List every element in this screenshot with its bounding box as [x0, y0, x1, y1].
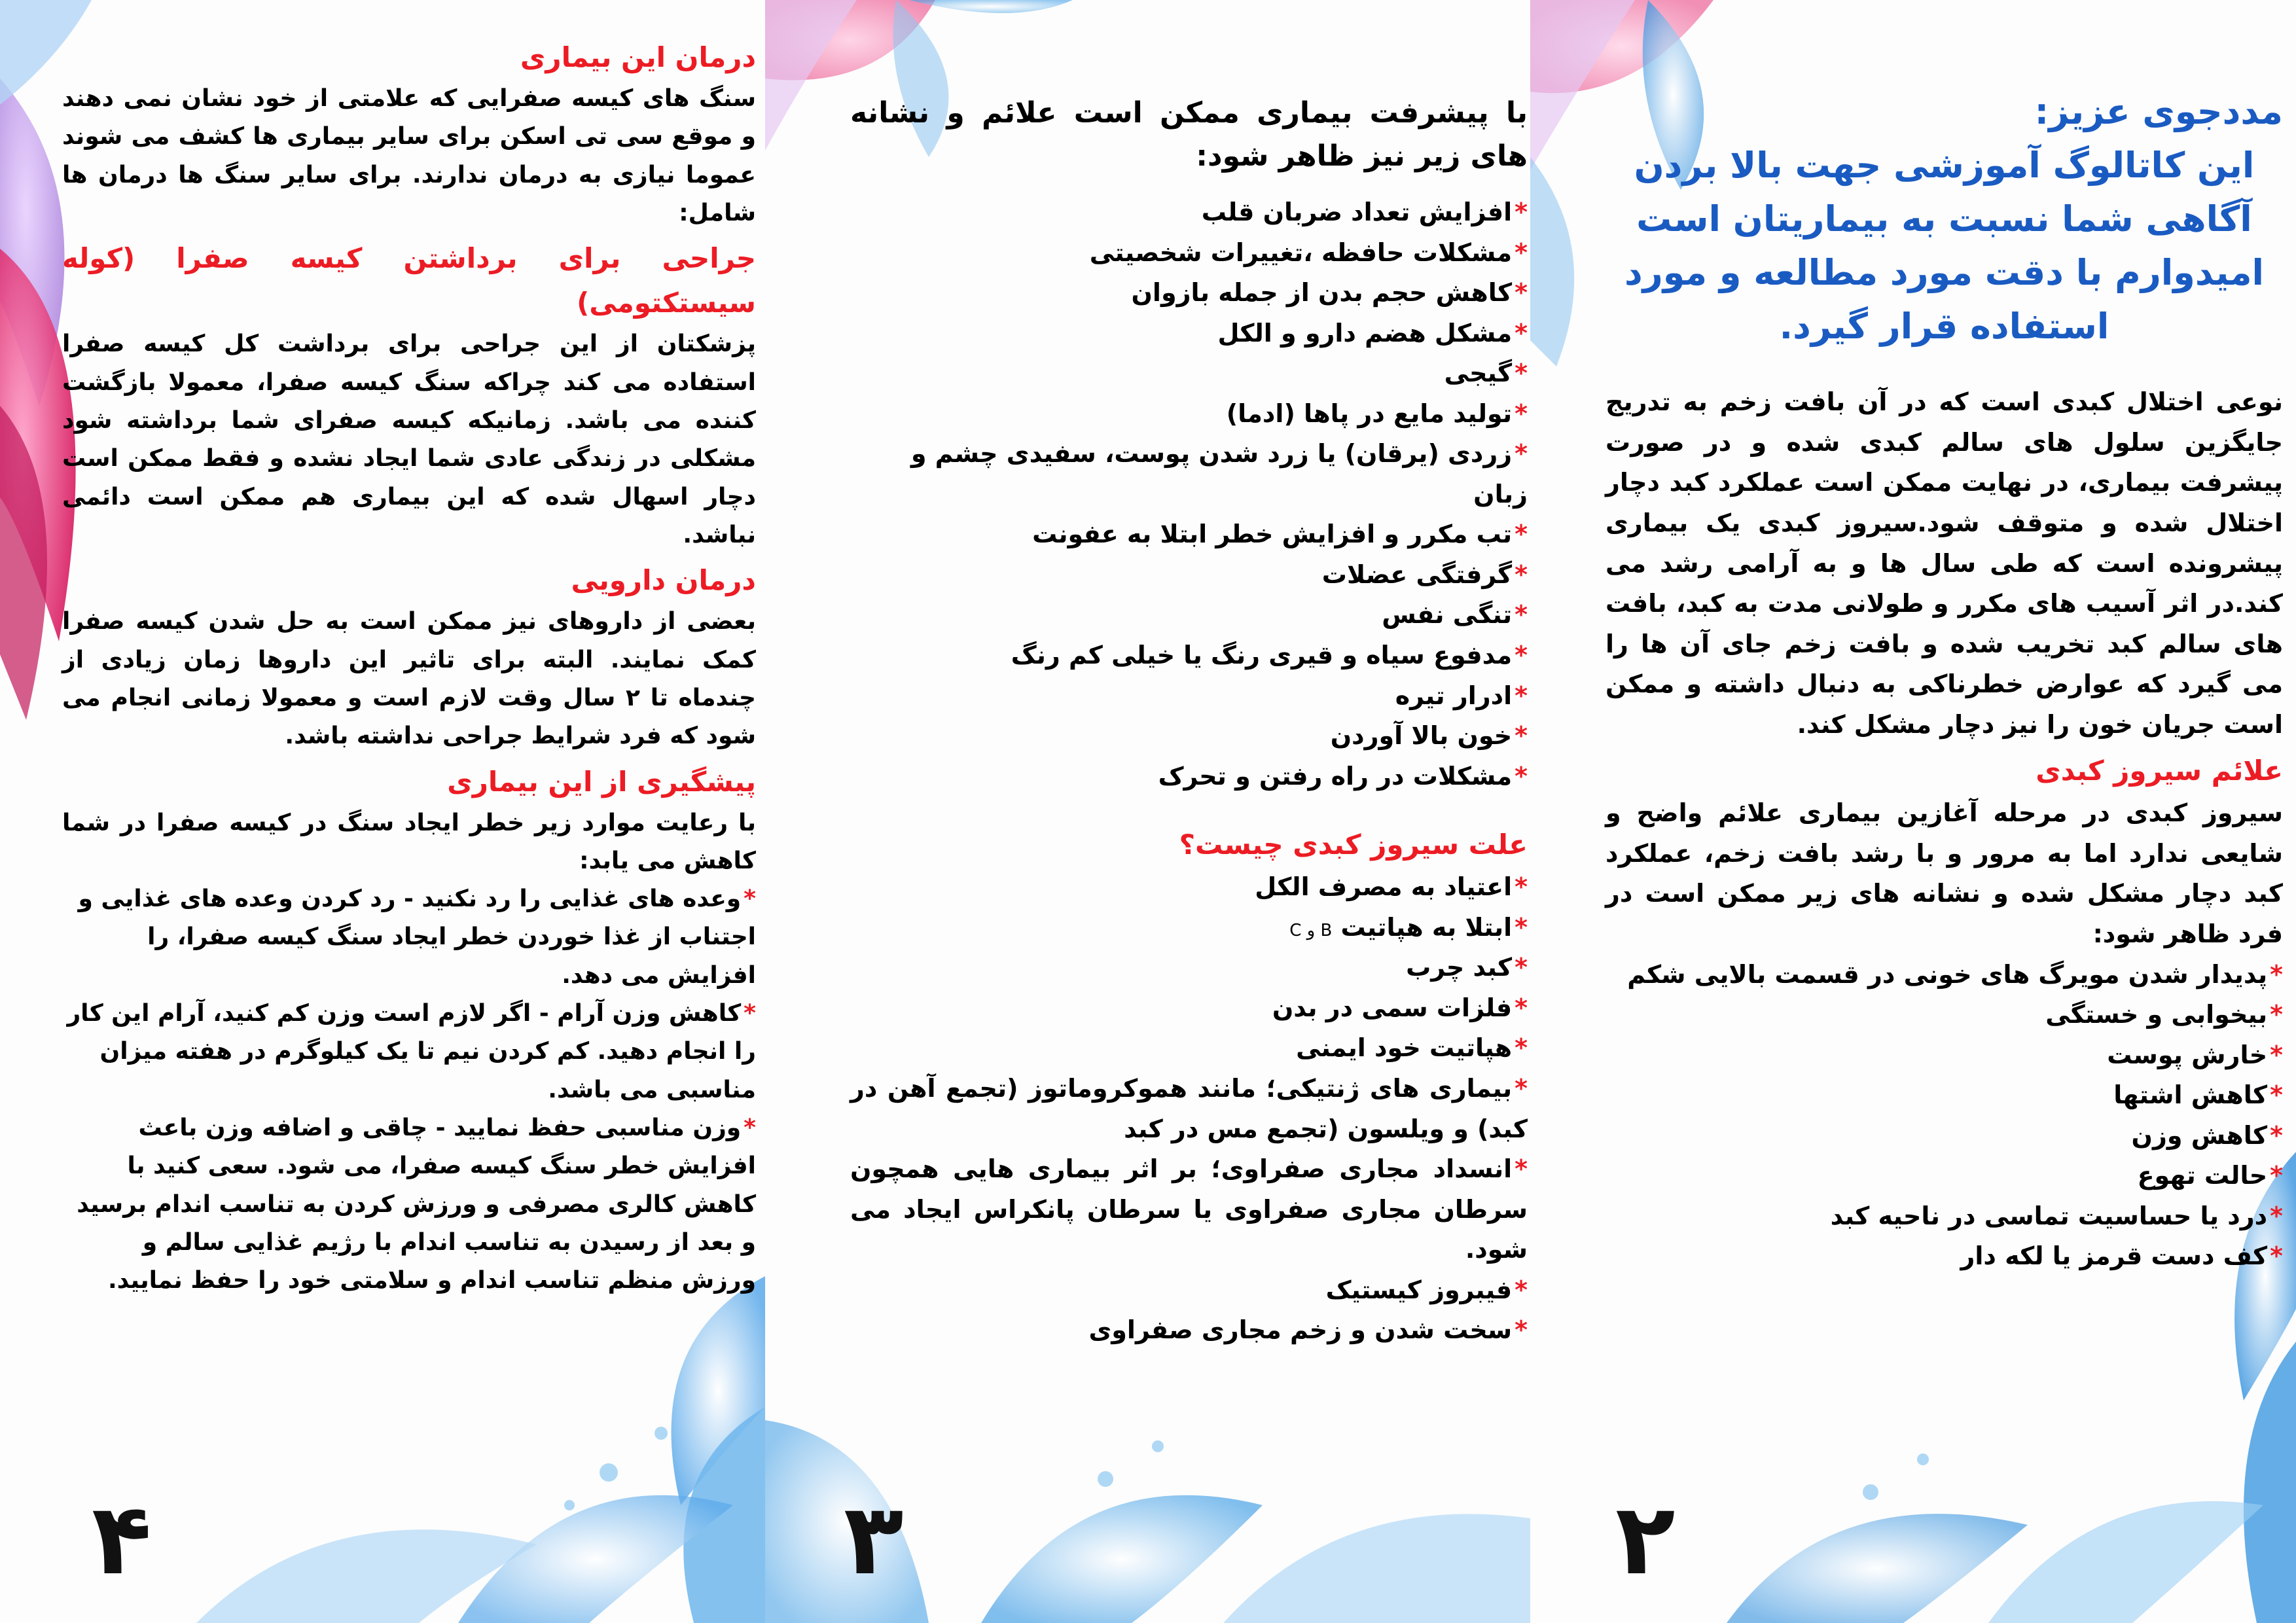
- intro-text: این کاتالوگ آموزشی جهت بالا بردن آگاهی شما نسبت به بیماریتان است امیدوارم با دقت مورد مطالعه و مورد استفاده قرار گیرد.: [1624, 145, 2265, 348]
- bullet-star-icon: *: [1515, 681, 1528, 710]
- drug-treatment-heading: درمان دارویی: [571, 564, 756, 597]
- list-item: *اعتیاد به مصرف الکل: [1255, 872, 1528, 902]
- list-item: *کبد چرب: [1406, 953, 1528, 982]
- list-item: *مشکلات در راه رفتن و تحرک: [1158, 761, 1528, 791]
- list-item: *بیماری های ژنتیکی؛ مانند هموکروماتوز (تجمع آهن در کبد) و ویلسون (تجمع مس در کبد: [850, 1073, 1528, 1143]
- panel-4-content: [62, 31, 756, 1300]
- cause-heading: علت سیروز کبدی چیست؟: [1179, 829, 1528, 861]
- prevention-list: [62, 880, 756, 1300]
- bullet-star-icon: *: [1515, 600, 1528, 630]
- signs-list: [1605, 955, 2283, 1277]
- definition-paragraph: نوعی اختلال کبدی است که در آن بافت زخم به تدریج جایگزین سلول های سالم کبدی شده و در صورت پیشرفت بیماری، در نهایت ممکن است عملکرد کبد دچار اختلال شده و متوقف شود.سیروز کبدی یک بیماری پیشرونده است که طی سال ها و به آرامی رشد می کند.در اثر آسیب های مکرر و طولانی مدت به کبد، بافت های سالم کبد تخریب شده و بافت زخم جای آن ها را می گیرد که عوارض خطرناکی به دنبال داشته و ممکن است جریان خون را نیز دچار مشکل کند.: [1605, 387, 2283, 739]
- list-item: *کاهش وزن: [2131, 1120, 2283, 1150]
- list-item: *خون بالا آوردن: [1330, 721, 1528, 751]
- list-item: *فلزات سمی در بدن: [1272, 993, 1528, 1022]
- bullet-star-icon: *: [1515, 1154, 1528, 1184]
- symptoms-list: [850, 192, 1528, 796]
- surgery-paragraph: پزشکتان از این جراحی برای برداشت کل کیسه صفرا استفاده می کند چراکه سنگ کیسه صفرا، معمولا بازگشت کننده می باشد. زمانیکه کیسه صفرای شما برداشته شود مشکلی در زندگی عادی شما ایجاد نشده و فقط ممکن است دچار اسهال شده که این بیماری هم ممکن است دائمی نباشد.: [62, 330, 756, 548]
- list-item: *مشکلات حافظه ،تغییرات شخصیتی: [1089, 238, 1528, 267]
- bullet-star-icon: *: [1515, 278, 1528, 308]
- bullet-star-icon: *: [2270, 1080, 2283, 1110]
- list-item: *بیخوابی و خستگی: [2045, 1000, 2283, 1029]
- page-number: ۴: [92, 1483, 152, 1597]
- bullet-star-icon: *: [1515, 1073, 1528, 1103]
- bullet-star-icon: *: [1515, 318, 1528, 348]
- treatment-heading: درمان این بیماری: [520, 41, 756, 73]
- panel-page-4: [0, 0, 765, 1623]
- list-item: *کف دست قرمز یا لکه دار: [1960, 1241, 2283, 1271]
- page-number: ۳: [844, 1483, 904, 1597]
- list-item: *کاهش وزن آرام - اگر لازم است وزن کم کنید، آرام این کار را انجام دهید. کم کردن نیم تا یک کیلوگرم در هفته میزان مناسبی می باشد.: [67, 1000, 756, 1103]
- drug-treatment-paragraph: بعضی از داروهای نیز ممکن است به حل شدن کیسه صفرا کمک نمایند. البته برای تاثیر این داروها زمان زیادی از چندماه تا ۲ سال وقت لازم است و معمولا زمانی انجام می شود که فرد شرایط جراحی نداشته باشد.: [62, 608, 756, 750]
- bullet-star-icon: *: [1515, 520, 1528, 549]
- list-item: *فیبروز کیستیک: [1325, 1275, 1528, 1304]
- list-item: *وعده های غذایی را رد نکنید - رد کردن وعده های غذایی و اجتناب از غذا خوردن خطر ایجاد سنگ کیسه صفرا، را افزایش می دهد.: [78, 885, 756, 989]
- bullet-star-icon: *: [1515, 560, 1528, 589]
- list-item: *وزن مناسبی حفظ نمایید - چاقی و اضافه وزن باعث افزایش خطر سنگ کیسه صفرا، می شود. سعی کنید با کاهش کالری مصرفی و ورزش کردن به تناسب اندام برسید و بعد از رسیدن به تناسب اندام با رژیم غذایی سالم و ورزش منظم تناسب اندام و سلامتی خود را حفظ نمایید.: [77, 1115, 756, 1294]
- bullet-star-icon: *: [1515, 872, 1528, 902]
- list-item: *تب مکرر و افزایش خطر ابتلا به عفونت: [1032, 520, 1528, 549]
- list-item: *تنگی نفس: [1382, 600, 1528, 630]
- bullet-star-icon: *: [1515, 641, 1528, 670]
- bullet-star-icon: *: [744, 1115, 756, 1142]
- bullet-star-icon: *: [2270, 1241, 2283, 1271]
- list-item: *کاهش حجم بدن از جمله بازوان: [1131, 278, 1528, 308]
- list-item: *گیجی: [1444, 359, 1528, 388]
- prevention-heading: پیشگیری از این بیماری: [447, 765, 756, 798]
- bullet-star-icon: *: [1515, 238, 1528, 267]
- surgery-heading: جراحی برای برداشتن کیسه صفرا (کوله سیستکتومی): [62, 242, 756, 319]
- bullet-star-icon: *: [744, 885, 756, 913]
- bullet-star-icon: *: [1515, 1033, 1528, 1063]
- bullet-star-icon: *: [2270, 1040, 2283, 1069]
- signs-paragraph: سیروز کبدی در مرحله آغازین بیماری علائم واضح و شایعی ندارد اما به مرور و با رشد بافت زخم، عملکرد کبد دچار مشکل شده و نشانه های زیر ممکن است در فرد ظاهر شود:: [1605, 798, 2283, 948]
- bullet-star-icon: *: [1515, 198, 1528, 226]
- bullet-star-icon: *: [1515, 439, 1528, 469]
- bullet-star-icon: *: [1515, 721, 1528, 751]
- panel-page-2: [1530, 0, 2296, 1623]
- signs-heading: علائم سیروز کبدی: [2036, 755, 2283, 787]
- list-item: *تولید مایع در پاها (ادما): [1226, 399, 1528, 428]
- spacer: [850, 796, 1528, 819]
- prevention-paragraph: با رعایت موارد زیر خطر ایجاد سنگ در کیسه صفرا در شما کاهش می یابد:: [62, 809, 756, 874]
- list-item: *کاهش اشتها: [2113, 1080, 2283, 1110]
- causes-list: [850, 867, 1528, 1351]
- bullet-star-icon: *: [744, 1000, 756, 1027]
- treatment-paragraph: سنگ های کیسه صفرایی که علامتی از خود نشان نمی دهند و موقع سی تی اسکن برای سایر بیماری ها کشف می شوند عموما نیازی به درمان ندارند. برای سایر سنگ ها درمان ها شامل:: [62, 85, 756, 226]
- list-item: *درد یا حساسیت تماسی در ناحیه کبد: [1830, 1201, 2283, 1230]
- bullet-star-icon: *: [1515, 359, 1528, 388]
- list-item: *سخت شدن و زخم مجاری صفراوی: [1088, 1315, 1528, 1345]
- list-item: *هپاتیت خود ایمنی: [1296, 1033, 1528, 1063]
- bullet-star-icon: *: [2270, 959, 2283, 989]
- bullet-star-icon: *: [1515, 912, 1528, 942]
- list-item: *زردی (یرقان) یا زرد شدن پوست، سفیدی چشم و زبان: [910, 439, 1528, 508]
- greeting: مددجوی عزیز:: [2034, 91, 2283, 132]
- progression-heading: با پیشرفت بیماری ممکن است علائم و نشانه های زیر نیز ظاهر شود:: [850, 96, 1528, 173]
- list-item: *مدفوع سیاه و قیری رنگ یا خیلی کم رنگ: [1011, 641, 1528, 670]
- list-item: *ادرار تیره: [1395, 681, 1528, 710]
- hepatitis-types: B و C: [1289, 920, 1333, 940]
- bullet-star-icon: *: [1515, 1315, 1528, 1345]
- intro-box: [1605, 85, 2283, 353]
- bullet-star-icon: *: [2270, 1161, 2283, 1190]
- bullet-star-icon: *: [2270, 1000, 2283, 1029]
- list-item: *انسداد مجاری صفراوی؛ بر اثر بیماری هایی همچون سرطان مجاری صفراوی یا سرطان پانکراس ایجاد می شود.: [850, 1154, 1528, 1264]
- bullet-star-icon: *: [1515, 761, 1528, 791]
- bullet-star-icon: *: [2270, 1120, 2283, 1150]
- bullet-star-icon: *: [2270, 1201, 2283, 1230]
- list-item: *مشکل هضم دارو و الکل: [1217, 318, 1528, 348]
- list-item: *گرفتگی عضلات: [1321, 560, 1528, 589]
- list-item: *افزایش تعداد ضربان قلب: [1201, 198, 1528, 226]
- panel-2-content: [1605, 85, 2283, 1277]
- list-item: *حالت تهوع: [2137, 1161, 2283, 1190]
- bullet-star-icon: *: [1515, 953, 1528, 982]
- list-item: *ابتلا به هپاتیت B و C: [1289, 912, 1528, 942]
- list-item: *خارش پوست: [2107, 1040, 2283, 1069]
- panel-3-content: [850, 92, 1528, 1351]
- bullet-star-icon: *: [1515, 1275, 1528, 1304]
- list-item: *پدیدار شدن مویرگ های خونی در قسمت بالایی شکم: [1627, 959, 2283, 989]
- page-number: ۲: [1615, 1483, 1676, 1597]
- panel-page-3: [765, 0, 1530, 1623]
- bullet-star-icon: *: [1515, 993, 1528, 1022]
- bullet-star-icon: *: [1515, 399, 1528, 428]
